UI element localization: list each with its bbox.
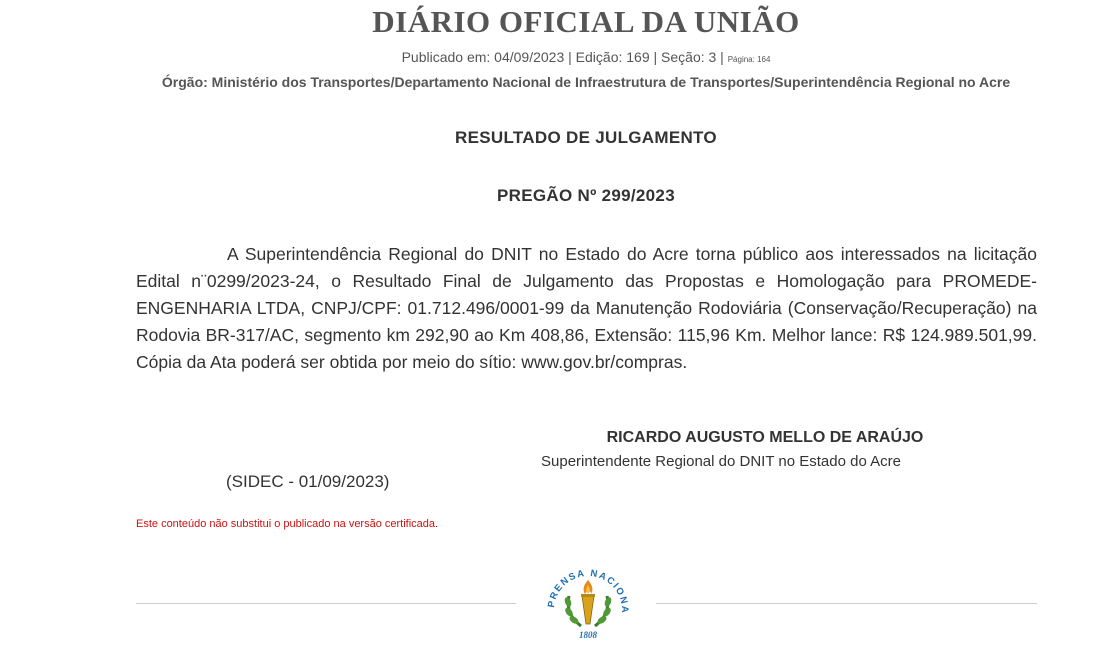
sidec-reference: (SIDEC - 01/09/2023) (226, 472, 390, 491)
footer-divider-left (136, 603, 516, 604)
masthead-title: DIÁRIO OFICIAL DA UNIÃO (372, 4, 800, 39)
signer-role: Superintendente Regional do DNIT no Estado do Acre (541, 453, 901, 470)
signer-name: RICARDO AUGUSTO MELLO DE ARAÚJO (606, 429, 924, 446)
orgao-line: Órgão: Ministério dos Transportes/Departamento Nacional de Infraestrutura de Transportes/Superintendência Regional no Acre (161, 74, 1011, 90)
act-body-paragraph (136, 241, 1037, 376)
page-number: Página: 164 (727, 55, 771, 64)
torch-laurel-seal-icon (541, 558, 635, 640)
publication-info (0, 49, 1119, 65)
footer-divider-right (656, 603, 1037, 604)
seal-text: PRENSA NACIONA (545, 567, 631, 615)
seal-year: 1808 (579, 630, 597, 640)
act-title: RESULTADO DE JULGAMENTO (455, 128, 717, 147)
act-subtitle: PREGÃO Nº 299/2023 (497, 186, 675, 205)
certification-disclaimer: Este conteúdo não substitui o publicado na versão certificada. (136, 518, 439, 530)
act-body-text: A Superintendência Regional do DNIT no Estado do Acre torna público aos interessados na licitação Edital n¨0299/2023-24, o Resultado Final de Julgamento das Propostas e Homologação para PROMEDE-ENGENHARIA LTDA, CNPJ/CPF: 01.712.496/0001-99 da Manutenção Rodoviária (Conservação/Recuperação) na Rodovia BR-317/AC, segmento km 292,90 ao Km 408,86, Extensão: 115,96 Km. Melhor lance: R$ 124.989.501,99. Cópia da Ata poderá ser obtida por meio do sítio: www.gov.br/compras. (136, 244, 1037, 372)
publication-details: Publicado em: 04/09/2023 | Edição: 169 | Seção: 3 | (401, 49, 724, 65)
